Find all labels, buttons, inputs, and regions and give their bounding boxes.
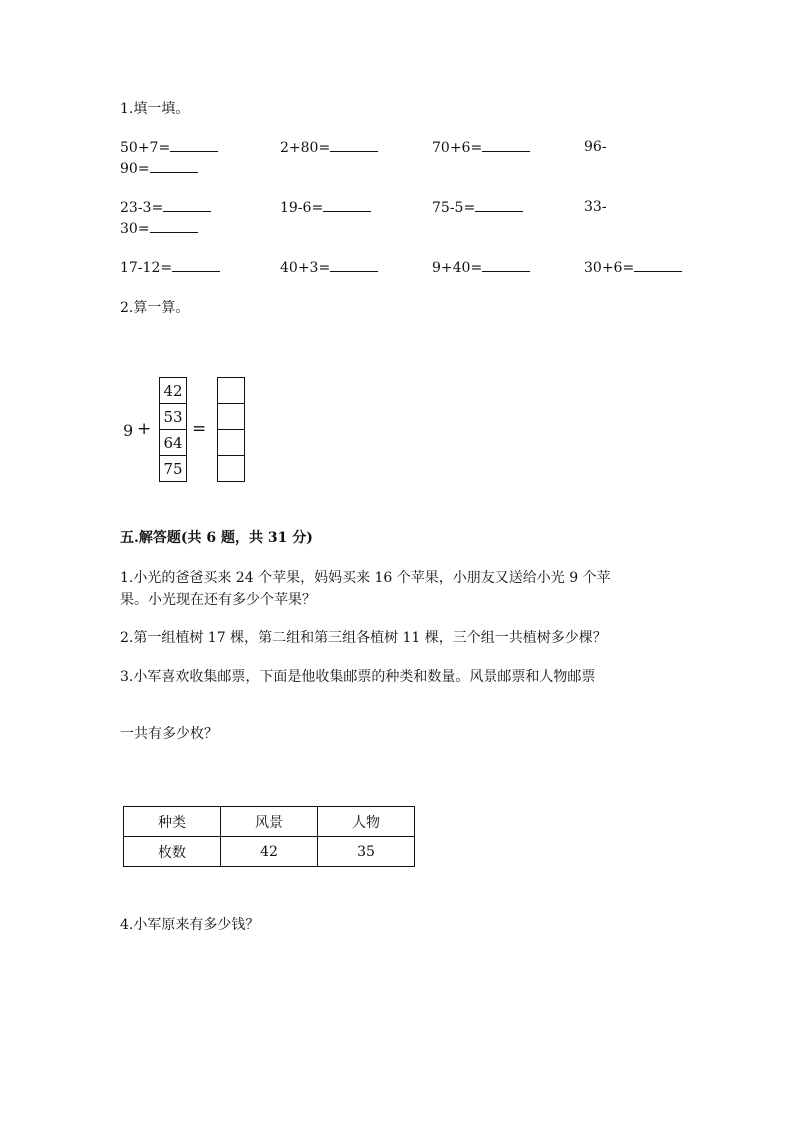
answer-stack: [217, 377, 245, 482]
exercise-4-part1: 96-: [584, 139, 607, 155]
table-cell: 35: [318, 837, 415, 867]
stack-number: 64: [160, 430, 186, 456]
table-header-cell: 人物: [318, 807, 415, 837]
table-header-cell: 风景: [221, 807, 318, 837]
answer-blank[interactable]: [170, 139, 218, 152]
exercise-7: 75-5=: [432, 199, 523, 216]
exercise-6: 19-6=: [280, 199, 371, 216]
answer-box[interactable]: [218, 430, 244, 456]
question-3-line2: 一共有多少枚？: [120, 726, 218, 742]
answer-blank[interactable]: [150, 220, 198, 233]
question-4: 4.小军原来有多少钱？: [120, 917, 260, 933]
exercise-3: 70+6=: [432, 139, 530, 156]
stack-number: 53: [160, 404, 186, 430]
stack-number: 42: [160, 378, 186, 404]
table-header-row: [124, 807, 415, 837]
stamp-table: [123, 806, 415, 867]
plus-sign: +: [137, 419, 152, 439]
exercise-4-part2: 90=: [120, 160, 198, 177]
answer-box[interactable]: [218, 456, 244, 481]
answer-blank[interactable]: [330, 139, 378, 152]
answer-blank[interactable]: [482, 259, 530, 272]
exercise-2: 2+80=: [280, 139, 378, 156]
answer-blank[interactable]: [330, 259, 378, 272]
answer-box[interactable]: [218, 404, 244, 430]
table-row: [124, 837, 415, 867]
section1-title: 1.填一填。: [120, 101, 190, 117]
exercise-9: 17-12=: [120, 259, 220, 276]
exercise-5: 23-3=: [120, 199, 211, 216]
table-cell: 枚数: [124, 837, 221, 867]
table-cell: 42: [221, 837, 318, 867]
table-header-cell: 种类: [124, 807, 221, 837]
exercise-10: 40+3=: [280, 259, 378, 276]
answer-blank[interactable]: [475, 199, 523, 212]
exercise-8-part1: 33-: [584, 199, 607, 215]
answer-blank[interactable]: [163, 199, 211, 212]
number-stack: [159, 377, 187, 482]
answer-blank[interactable]: [172, 259, 220, 272]
question-2: 2.第一组植树 17 棵，第二组和第三组各植树 11 棵，三个组一共植树多少棵？: [120, 630, 607, 646]
answer-blank[interactable]: [323, 199, 371, 212]
exercise-1: 50+7=: [120, 139, 218, 156]
addend-nine: 9: [123, 421, 134, 440]
stack-number: 75: [163, 460, 183, 478]
answer-blank[interactable]: [634, 259, 682, 272]
answer-blank[interactable]: [150, 160, 198, 173]
question-1-line1: 1.小光的爸爸买来 24 个苹果，妈妈买来 16 个苹果，小朋友又送给小光 9 个苹: [120, 570, 611, 586]
exercise-11: 9+40=: [432, 259, 530, 276]
section5-title: 五.解答题(共 6 题，共 31 分): [120, 530, 313, 546]
equals-sign: =: [192, 419, 207, 439]
answer-blank[interactable]: [482, 139, 530, 152]
exercise-12: 30+6=: [584, 259, 682, 276]
section2-title: 2.算一算。: [120, 300, 190, 316]
answer-box[interactable]: [218, 378, 244, 404]
exercise-8-part2: 30=: [120, 220, 198, 237]
question-3-line1: 3.小军喜欢收集邮票，下面是他收集邮票的种类和数量。风景邮票和人物邮票: [120, 669, 596, 685]
question-1-line2: 果。小光现在还有多少个苹果？: [120, 592, 316, 608]
